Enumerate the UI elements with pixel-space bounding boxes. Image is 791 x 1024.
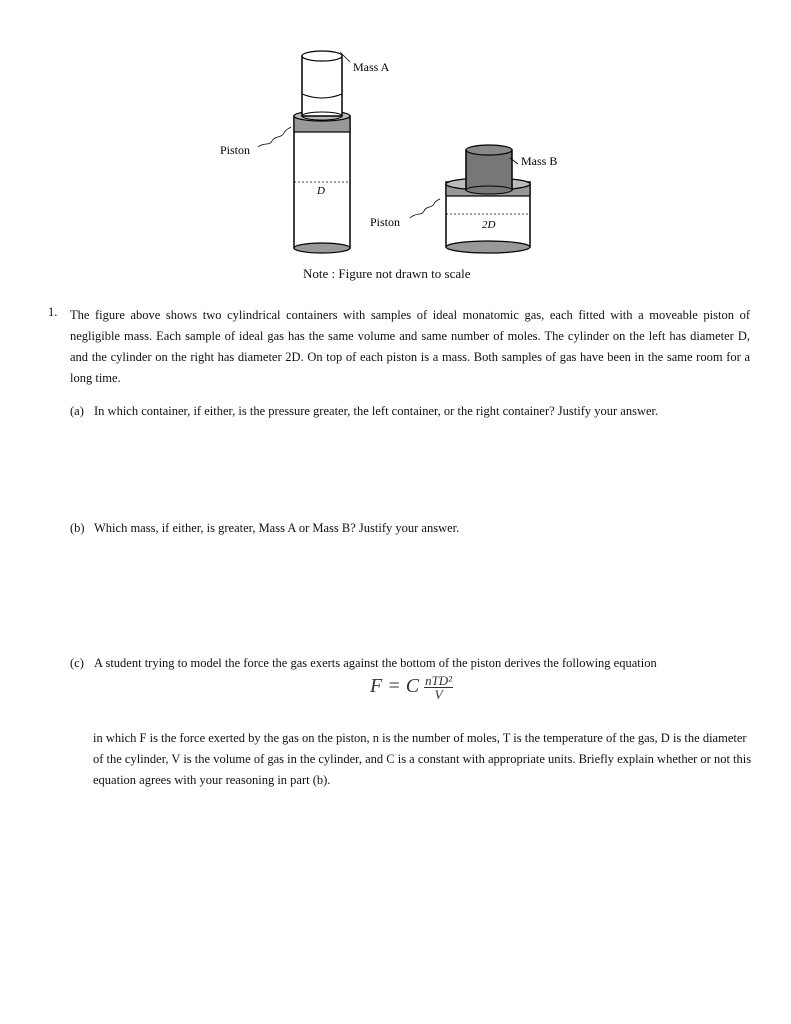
equation-denominator: V — [434, 687, 443, 702]
cylinders-figure — [0, 0, 791, 290]
mass-b-label: Mass B — [521, 154, 558, 168]
diameter-d-label: D — [317, 185, 325, 197]
part-c — [70, 656, 770, 671]
part-c-label: (c) — [70, 656, 84, 670]
question-number: 1. — [48, 305, 58, 319]
piston-left-label: Piston — [220, 143, 251, 157]
part-a — [70, 404, 770, 419]
mass-a-label: Mass A — [353, 60, 390, 74]
part-c-text: A student trying to model the force the gas exerts against the bottom of the piston derives the following equation — [94, 656, 657, 670]
part-b — [70, 521, 770, 536]
part-a-label: (a) — [70, 404, 84, 418]
force-equation — [370, 674, 453, 701]
part-c-followup: in which F is the force exerted by the gas on the piston, n is the number of moles, T is the temperature of the gas, D is the diameter of the cylinder, V is the volume of gas in the cylinder, and C is a constant with appropriate units. Briefly explain whether or not this equation agrees with your reasoning in part (b). — [93, 731, 752, 787]
equation-lhs: F = C — [370, 675, 420, 698]
part-a-text: In which container, if either, is the pressure greater, the left container, or the right container? Justify your answer. — [94, 404, 659, 418]
piston-right-label: Piston — [370, 215, 401, 229]
equation-numerator: nTD² — [425, 673, 453, 688]
figure-note: Note : Figure not drawn to scale — [303, 266, 471, 281]
equation-fraction — [424, 674, 453, 701]
question-intro: The figure above shows two cylindrical containers with samples of ideal monatomic gas, each fitted with a moveable piston of negligible mass. Each sample of ideal gas has the same volume and same number of moles. The cylinder on the left has diameter D, and the cylinder on the right has diameter 2D. On top of each piston is a mass. Both samples of gas have been in the same room for a long time. — [70, 308, 750, 385]
mass-a — [302, 51, 342, 120]
diameter-2d-label: 2D — [482, 219, 496, 231]
part-b-label: (b) — [70, 521, 85, 535]
part-b-text: Which mass, if either, is greater, Mass A or Mass B? Justify your answer. — [94, 521, 460, 535]
mass-b — [466, 145, 512, 194]
